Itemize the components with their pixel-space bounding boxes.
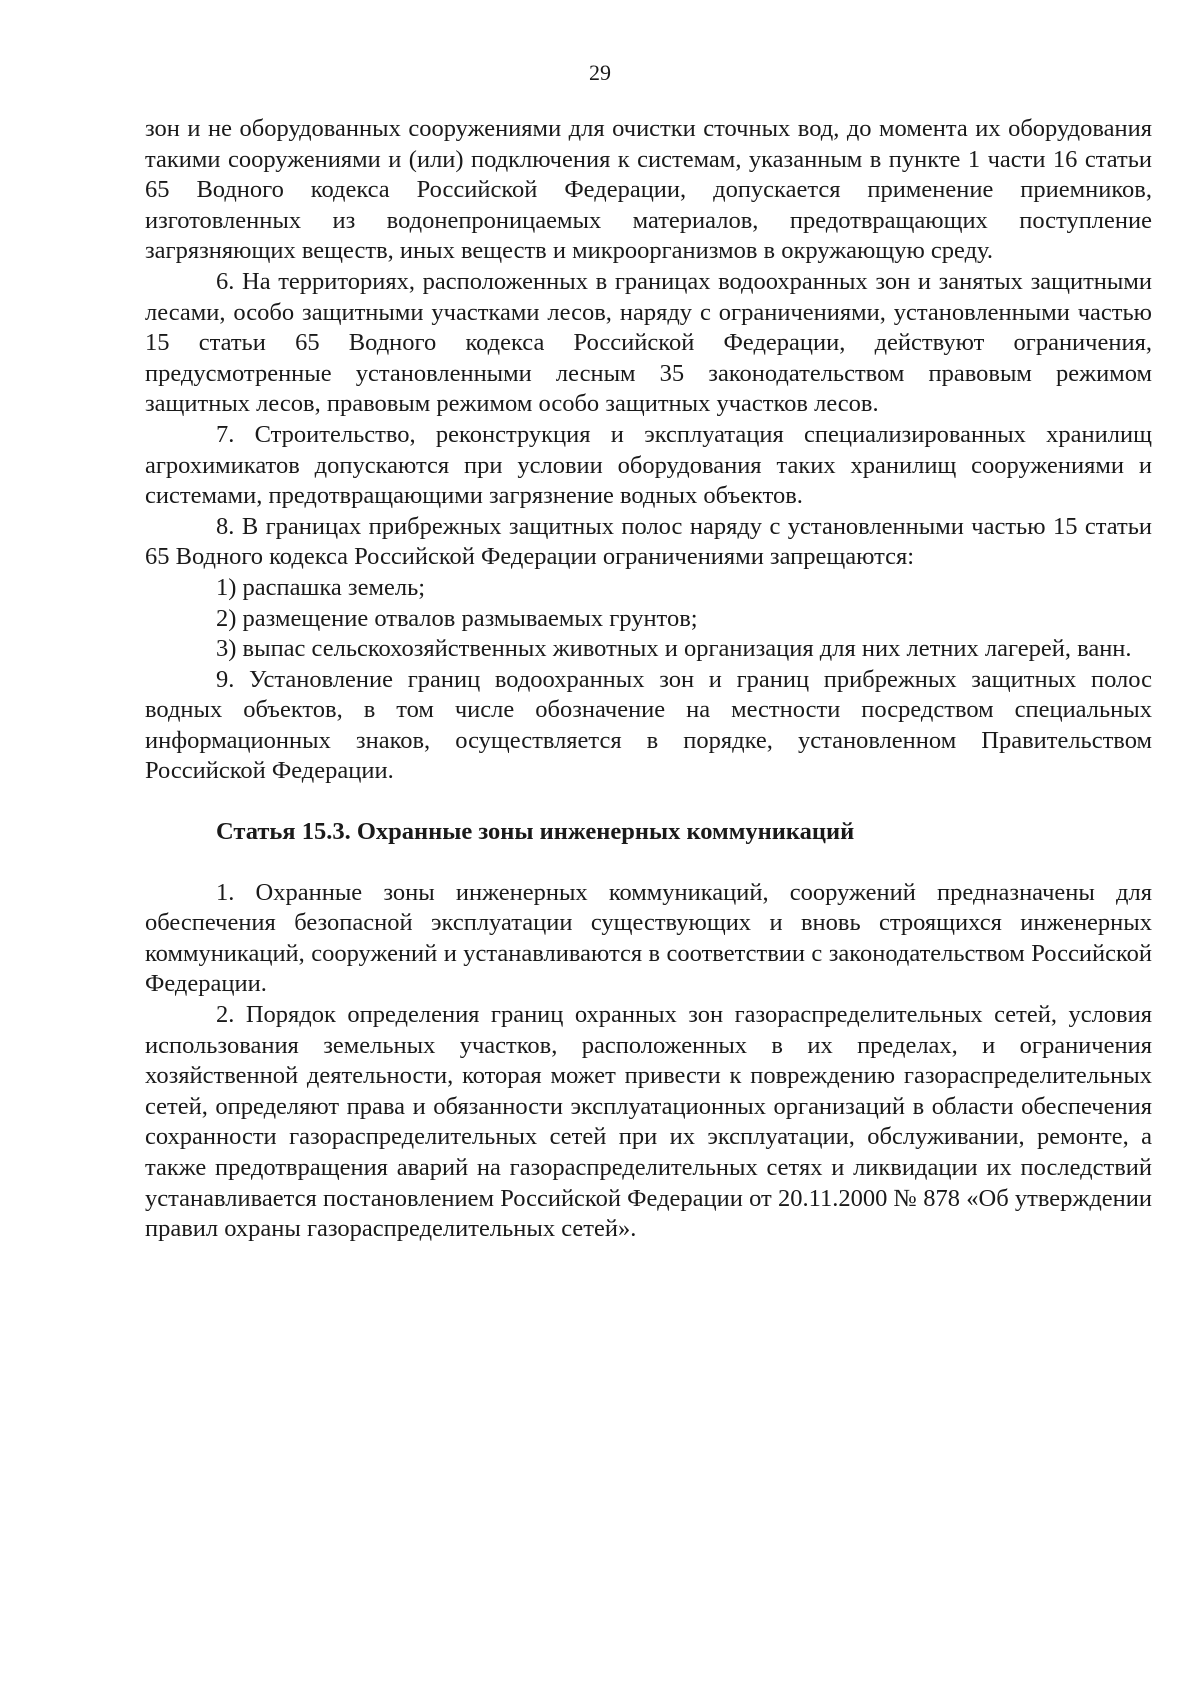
paragraph-item-8: 8. В границах прибрежных защитных полос наряду с установленными частью 15 статьи 65 Водного кодекса Российской Федерации ограничениями запрещаются: [145, 512, 1152, 571]
paragraph-item-9: 9. Установление границ водоохранных зон и границ прибрежных защитных полос водных объектов, в том числе обозначение на местности посредством специальных информационных знаков, осуществляется в порядке, установленном Правительством Российской Федерации. [145, 665, 1152, 785]
spacer [145, 787, 1152, 817]
list-item-2: 2) размещение отвалов размываемых грунтов; [216, 604, 698, 632]
paragraph-item-6: 6. На территориях, расположенных в границах водоохранных зон и занятых защитными лесами, особо защитными участками лесов, наряду с ограничениями, установленными частью 15 статьи 65 Водного кодекса Российской Федерации, действуют ограничения, предусмотренные установленными лесным 35 законодательством правовым режимом защитных лесов, правовым режимом особо защитных участков лесов. [145, 267, 1152, 418]
paragraph-continuation: зон и не оборудованных сооружениями для очистки сточных вод, до момента их оборудования такими сооружениями и (или) подключения к системам, указанным в пункте 1 части 16 статьи 65 Водного кодекса Российской Федерации, допускается применение приемников, изготовленных из водонепроницаемых материалов, предотвращающих поступление загрязняющих веществ, иных веществ и микроорганизмов в окружающую среду. [145, 115, 1152, 265]
list-item-1: 1) распашка земель; [216, 573, 426, 601]
page-content [145, 114, 1152, 1245]
spacer [145, 848, 1152, 878]
paragraph-item-7: 7. Строительство, реконструкция и эксплуатация специализированных хранилищ агрохимикатов допускаются при условии оборудования таких хранилищ сооружениями и системами, предотвращающими загрязнение водных объектов. [145, 420, 1152, 510]
article-paragraph-1: 1. Охранные зоны инженерных коммуникаций, сооружений предназначены для обеспечения безопасной эксплуатации существующих и вновь строящихся инженерных коммуникаций, сооружений и устанавливаются в соответствии с законодательством Российской Федерации. [145, 878, 1152, 998]
list-item-3: 3) выпас сельскохозяйственных животных и организация для них летних лагерей, ванн. [216, 635, 1132, 663]
page-number: 29 [589, 60, 611, 85]
article-heading: Статья 15.3. Охранные зоны инженерных коммуникаций [216, 818, 855, 846]
article-paragraph-2: 2. Порядок определения границ охранных зон газораспределительных сетей, условия использования земельных участков, расположенных в их пределах, и ограничения хозяйственной деятельности, которая может привести к повреждению газораспределительных сетей, определяют права и обязанности эксплуатационных организаций в области обеспечения сохранности газораспределительных сетей при их эксплуатации, обслуживании, ремонте, а также предотвращения аварий на газораспределительных сетях и ликвидации их последствий устанавливается постановлением Российской Федерации от 20.11.2000 № 878 «Об утверждении правил охраны газораспределительных сетей». [145, 1001, 1152, 1243]
